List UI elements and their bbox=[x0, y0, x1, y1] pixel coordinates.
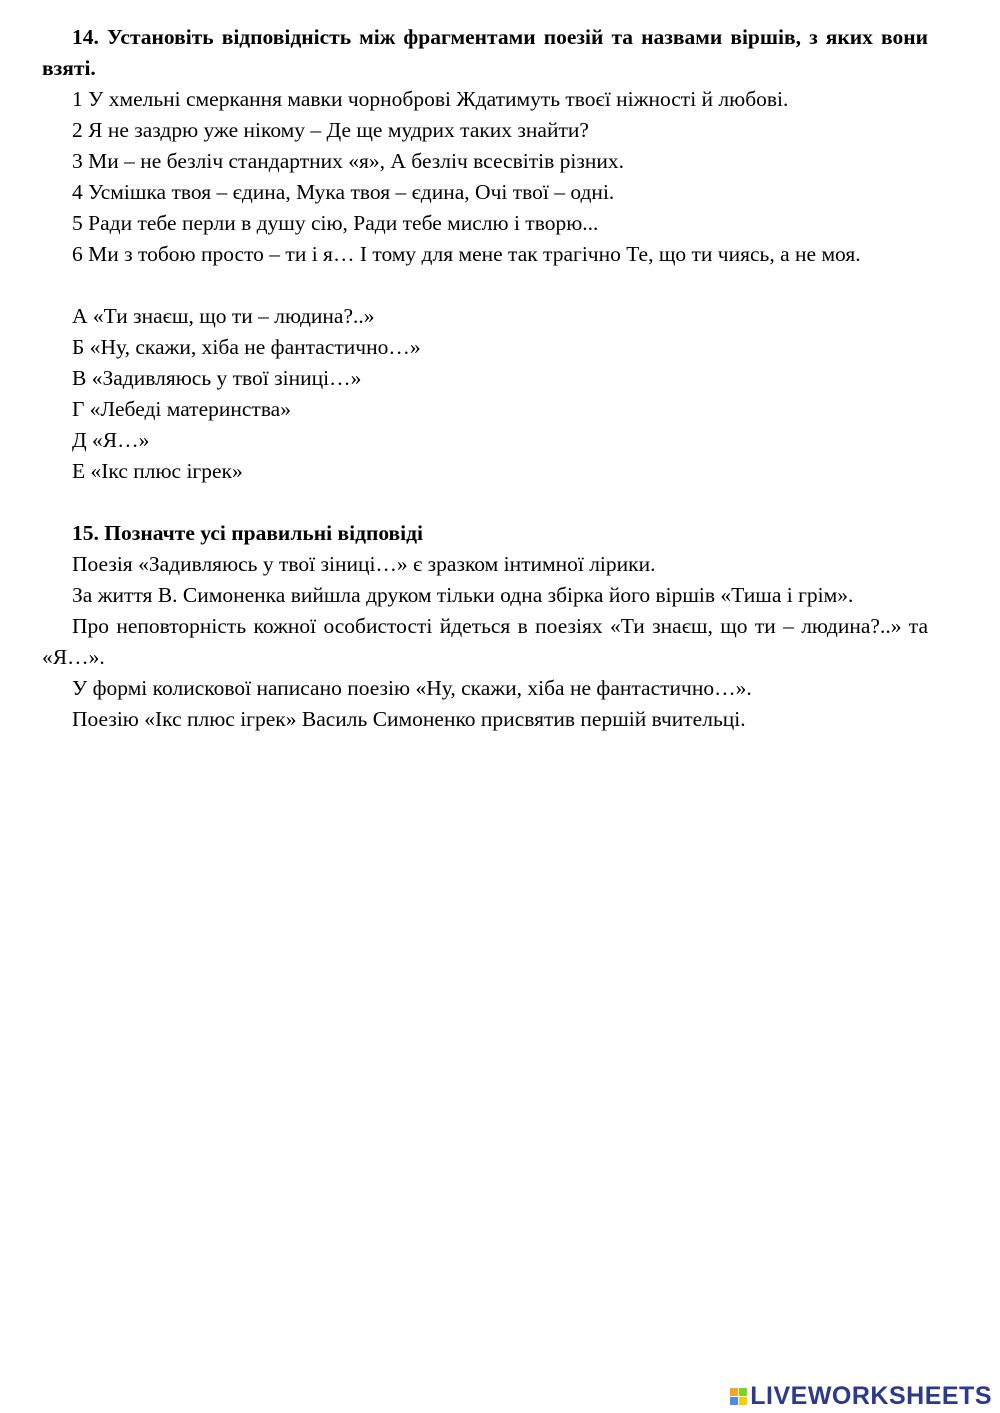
logo-text: LIVEWORKSHEETS bbox=[750, 1381, 992, 1410]
statement-2: За життя В. Симоненка вийшла друком тільки одна збірка його віршів «Тиша і грім». bbox=[72, 583, 854, 607]
spacer bbox=[42, 270, 928, 301]
question-15-title: 15. Позначте усі правильні відповіді bbox=[72, 521, 423, 545]
statement-5: Поезію «Ікс плюс ігрек» Василь Симоненко присвятив першій вчительці. bbox=[72, 707, 746, 731]
option-b: Б «Ну, скажи, хіба не фантастично…» bbox=[72, 335, 421, 359]
logo-block bbox=[730, 1388, 738, 1396]
logo-block bbox=[730, 1397, 738, 1405]
option-d: Д «Я…» bbox=[72, 428, 150, 452]
fragment-2: 2 Я не заздрю уже нікому – Де ще мудрих таких знайти? bbox=[72, 118, 589, 142]
fragment-5: 5 Ради тебе перли в душу сію, Ради тебе мислю і творю... bbox=[72, 211, 599, 235]
option-a: А «Ти знаєш, що ти – людина?..» bbox=[72, 304, 375, 328]
statement-1: Поезія «Задивляюсь у твої зіниці…» є зразком інтимної лірики. bbox=[72, 552, 656, 576]
fragment-1: 1 У хмельні смеркання мавки чорноброві Ждатимуть твоєї ніжності й любові. bbox=[72, 87, 789, 111]
fragment-6: 6 Ми з тобою просто – ти і я… І тому для мене так трагічно Те, що ти чиясь, а не моя. bbox=[72, 242, 861, 266]
liveworksheets-logo bbox=[730, 1381, 992, 1411]
logo-block bbox=[739, 1397, 747, 1405]
fragment-4: 4 Усмішка твоя – єдина, Мука твоя – єдина, Очі твої – одні. bbox=[72, 180, 615, 204]
option-g: Г «Лебеді материнства» bbox=[72, 397, 291, 421]
worksheet-content bbox=[42, 22, 928, 735]
question-14-title: 14. Установіть відповідність між фрагментами поезій та назвами віршів, з яких вони взяті. bbox=[42, 25, 928, 80]
spacer bbox=[42, 487, 928, 518]
option-e: Е «Ікс плюс ігрек» bbox=[72, 459, 243, 483]
logo-blocks-icon bbox=[730, 1388, 747, 1405]
logo-block bbox=[739, 1388, 747, 1396]
option-v: В «Задивляюсь у твої зіниці…» bbox=[72, 366, 362, 390]
fragment-3: 3 Ми – не безліч стандартних «я», А безліч всесвітів різних. bbox=[72, 149, 624, 173]
statement-4: У формі колискової написано поезію «Ну, скажи, хіба не фантастично…». bbox=[72, 676, 752, 700]
statement-3: Про неповторність кожної особистості йдеться в поезіях «Ти знаєш, що ти – людина?..» та «Я…». bbox=[42, 614, 928, 669]
